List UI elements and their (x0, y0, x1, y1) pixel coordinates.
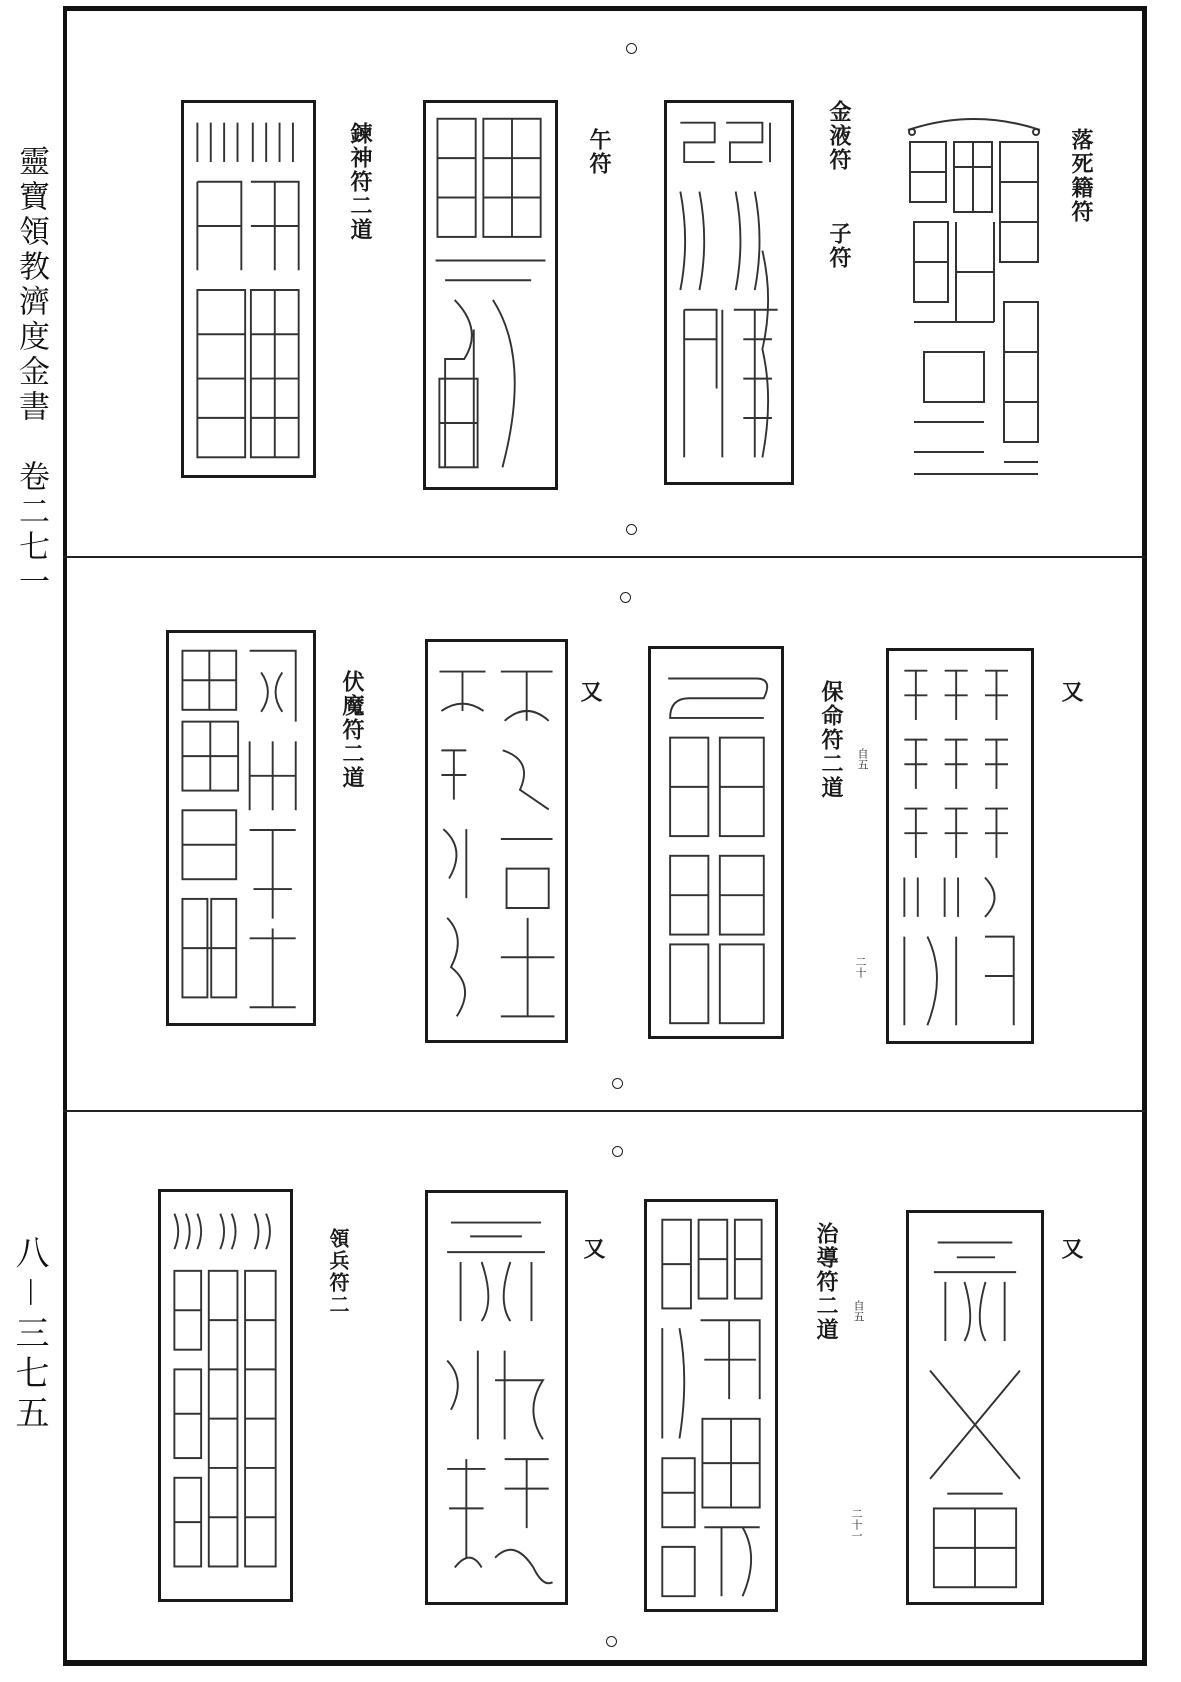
talisman-seal-glyph-icon (904, 112, 1044, 482)
talisman-seal-glyph-icon (906, 1210, 1044, 1605)
ring-marker (626, 524, 637, 535)
margin-number: 二十一 (850, 1508, 863, 1541)
talisman-label: 又 (580, 1237, 606, 1261)
ring-marker (620, 592, 631, 603)
margin-note: 自五 (852, 1300, 865, 1322)
talisman-label: 保命符二道 (818, 680, 844, 800)
talisman-seal-glyph-icon (425, 639, 568, 1043)
talisman-label: 伏魔符二道 (339, 670, 365, 790)
talisman-seal-glyph-icon (423, 100, 558, 490)
talisman-seal-glyph-icon (644, 1199, 778, 1612)
talisman-seal-glyph-icon (886, 648, 1034, 1044)
book-title: 靈寶領教濟度金書 卷二七一 (13, 145, 49, 600)
talisman-label: 又 (1058, 1237, 1084, 1261)
ring-marker (612, 1146, 623, 1157)
ring-marker (612, 1078, 623, 1089)
ring-marker (626, 43, 637, 54)
talisman-seal-glyph-icon (425, 1190, 568, 1605)
talisman-label: 又 (577, 680, 603, 704)
ring-marker (606, 1636, 617, 1647)
talisman-label: 金液符 (826, 100, 852, 172)
talisman-seal-glyph-icon (648, 646, 784, 1039)
talisman-seal-glyph-icon (181, 100, 316, 478)
margin-number: 二十 (854, 956, 867, 978)
talisman-label: 又 (1058, 680, 1084, 704)
page-number: 八－三七五 (9, 1235, 49, 1435)
talisman-label: 治導符二道 (813, 1222, 839, 1342)
talisman-seal-glyph-icon (158, 1189, 293, 1602)
talisman-label: 鍊神符二道 (347, 122, 373, 242)
talisman-label: 子符 (826, 222, 852, 270)
talisman-seal-glyph-icon (664, 100, 794, 485)
margin-note: 自五 (856, 748, 869, 770)
talisman-seal-glyph-icon (166, 630, 316, 1026)
talisman-label: 落死籍符 (1068, 128, 1094, 224)
talisman-label: 領兵符二 (326, 1228, 350, 1316)
section-divider (63, 1110, 1145, 1112)
talisman-label: 午符 (586, 128, 612, 176)
section-divider (63, 556, 1145, 558)
